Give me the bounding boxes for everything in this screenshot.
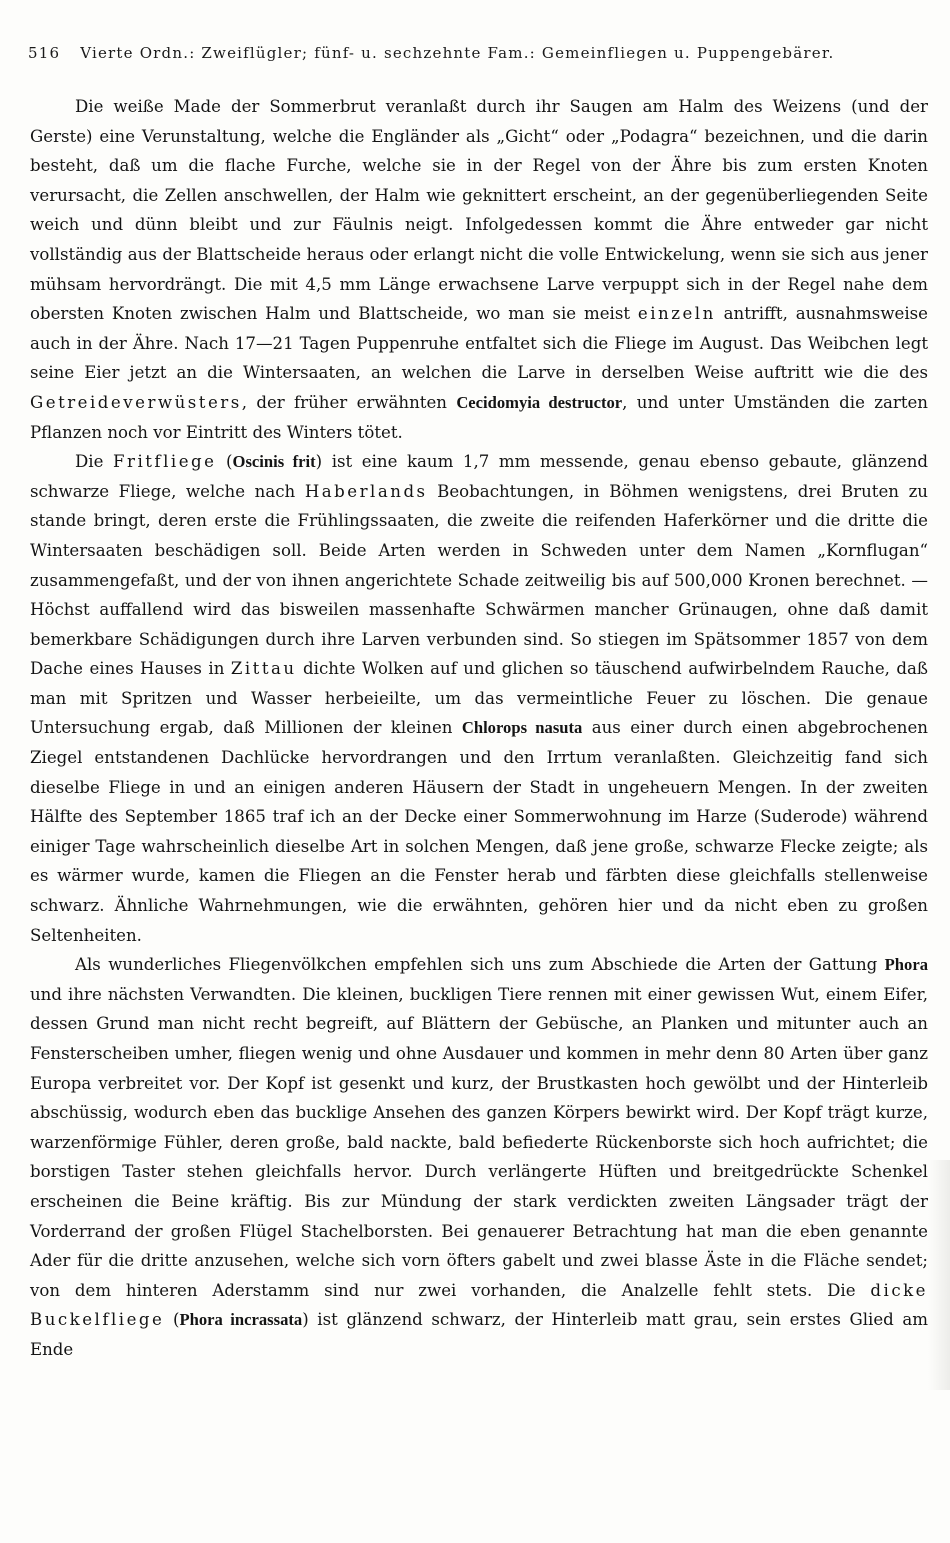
text-run: dichte Wolken auf und glichen so täuschend aufwirbelndem Rauche, daß man mit Spritzen und Wasser herbeieilte, um das vermeintliche Feuer zu löschen. Die genaue Untersuchung ergab, daß Millionen der kleinen [30,659,928,738]
text-run: Die [75,452,114,472]
running-header [28,44,928,62]
text-run: , und unter Umständen die zarten Pflanzen noch vor Eintritt des Winters tötet. [30,392,928,442]
latin-name: Phora [884,955,928,975]
text-run: ) ist glänzend schwarz, der Hinterleib matt grau, sein erstes Glied am Ende [30,1310,929,1359]
latin-name: Cecidomyia destructor [456,392,623,412]
emphasized-term: einzeln [637,304,716,324]
paragraph [30,447,928,950]
latin-name: Chlorops nasuta [461,718,583,738]
latin-name: Oscinis frit [232,452,316,472]
emphasized-term: dicke Buckelfliege [30,1280,928,1330]
text-run: aus einer durch einen abgebrochenen Ziegel entstandenen Dachlücke hervordrangen und den Irrtum veranlaßten. Gleichzeitig fand sich dieselbe Fliege in und an einigen anderen Häusern der Stadt in ungeheuern Mengen. In der zweiten Hälfte des September 1865 traf ich an der Decke einer Sommerwohnung im Harze (Suderode) während einiger Tage wahrscheinlich dieselbe Art in solchen Mengen, daß jene große, schwarze Flecke zeigte; als es wärmer wurde, kamen die Fliegen an die Fenster herab und färbten diese gleichfalls stellenweise schwarz. Ähnliche Wahrnehmungen, wie die erwähnten, gehören hier und da nicht eben zu großen Seltenheiten. [30,718,928,945]
emphasized-term: Getreideverwüsters [30,392,242,412]
text-run: , der früher erwähnten [241,392,457,412]
text-run: Beobachtungen, in Böhmen wenigstens, drei Bruten zu stande bringt, deren erste die Frühlingssaaten, die zweite die reifenden Haferkörner und die dritte die Wintersaaten beschädigen soll. Beide Arten werden in Schweden unter dem Namen „Kornflugan“ zusammengefaßt, und der von ihnen angerichtete Schade zeitweilig bis auf 500,000 Kronen berechnet. — Höchst auffallend wird das bisweilen massenhafte Schwärmen mancher Grünaugen, ohne daß damit bemerkbare Schädigungen durch ihre Larven verbunden sind. So stiegen im Spätsommer 1857 von dem Dache eines Hauses in [30,481,928,679]
page-number: 516 [28,44,61,62]
text-run: ( [164,1310,180,1330]
latin-name: Phora incrassata [179,1310,303,1330]
body-text [30,92,928,1365]
text-run: ( [216,452,233,472]
text-run: antrifft, ausnahmsweise auch in der Ähre. Nach 17—21 Tagen Puppenruhe entfaltet sich die Fliege im August. Das Weibchen legt seine Eier jetzt an die Wintersaaten, an welchen die Larve in derselben Weise auftritt wie die des [30,304,928,383]
paragraph [30,950,928,1364]
text-run: Als wunderliches Fliegenvölkchen empfehlen sich uns zum Abschiede die Arten der Gattung [75,955,885,975]
text-run: und ihre nächsten Verwandten. Die kleinen, buckligen Tiere rennen mit einer gewissen Wut, einem Eifer, dessen Grund man nicht recht begreift, auf Blättern der Gebüsche, an Planken und mitunter auch an Fensterscheiben umher, fliegen wenig und ohne Ausdauer und kommen in mehr denn 80 Arten über ganz Europa verbreitet vor. Der Kopf ist gesenkt und kurz, der Brustkasten hoch gewölbt und der Hinterleib abschüssig, wodurch eben das bucklige Ansehen des ganzen Körpers bewirkt wird. Der Kopf trägt kurze, warzenförmige Fühler, deren große, bald nackte, bald befiederte Rückenborste sich hoch aufrichtet; die borstigen Taster stehen gleichfalls hervor. Durch verlängerte Hüften und breitgedrückte Schenkel erscheinen die Beine kräftig. Bis zur Mündung der stark verdickten zweiten Längsader trägt der Vorderrand der großen Flügel Stachelborsten. Bei genauerer Betrachtung hat man die eben genannte Ader für die dritte anzusehen, welche sich vorn öfters gabelt und zwei blasse Äste in die Fläche sendet; von dem hinteren Aderstamm sind nur zwei vorhanden, die Analzelle fehlt stets. Die [30,984,928,1300]
emphasized-term: Haberlands [304,481,428,501]
emphasized-term: Zittau [230,659,297,679]
text-run: ) ist eine kaum 1,7 mm messende, genau ebenso gebaute, glänzend schwarze Fliege, welche nach [30,452,929,501]
text-run: Die weiße Made der Sommerbrut veranlaßt durch ihr Saugen am Halm des Weizens (und der Gerste) eine Verunstaltung, welche die Engländer als „Gicht“ oder „Podagra“ bezeichnen, und die darin besteht, daß um die flache Furche, welche sie in der Regel von der Ähre bis zum ersten Knoten verursacht, die Zellen anschwellen, der Halm wie geknittert erscheint, an der gegenüberliegenden Seite weich und dünn bleibt und zur Fäulnis neigt. Infolgedessen kommt die Ähre entweder gar nicht vollständig aus der Blattscheide heraus oder erlangt nicht die volle Entwickelung, wenn sie sich aus jener mühsam hervordrängt. Die mit 4,5 mm Länge erwachsene Larve verpuppt sich in der Regel nahe dem obersten Knoten zwischen Halm und Blattscheide, wo man sie meist [30,97,928,324]
page-edge-shadow [928,1160,950,1390]
emphasized-term: Fritfliege [113,452,217,472]
paragraph [30,92,928,447]
running-title: Vierte Ordn.: Zweiflügler; fünf- u. sechzehnte Fam.: Gemeinfliegen u. Puppengebärer. [80,44,835,62]
